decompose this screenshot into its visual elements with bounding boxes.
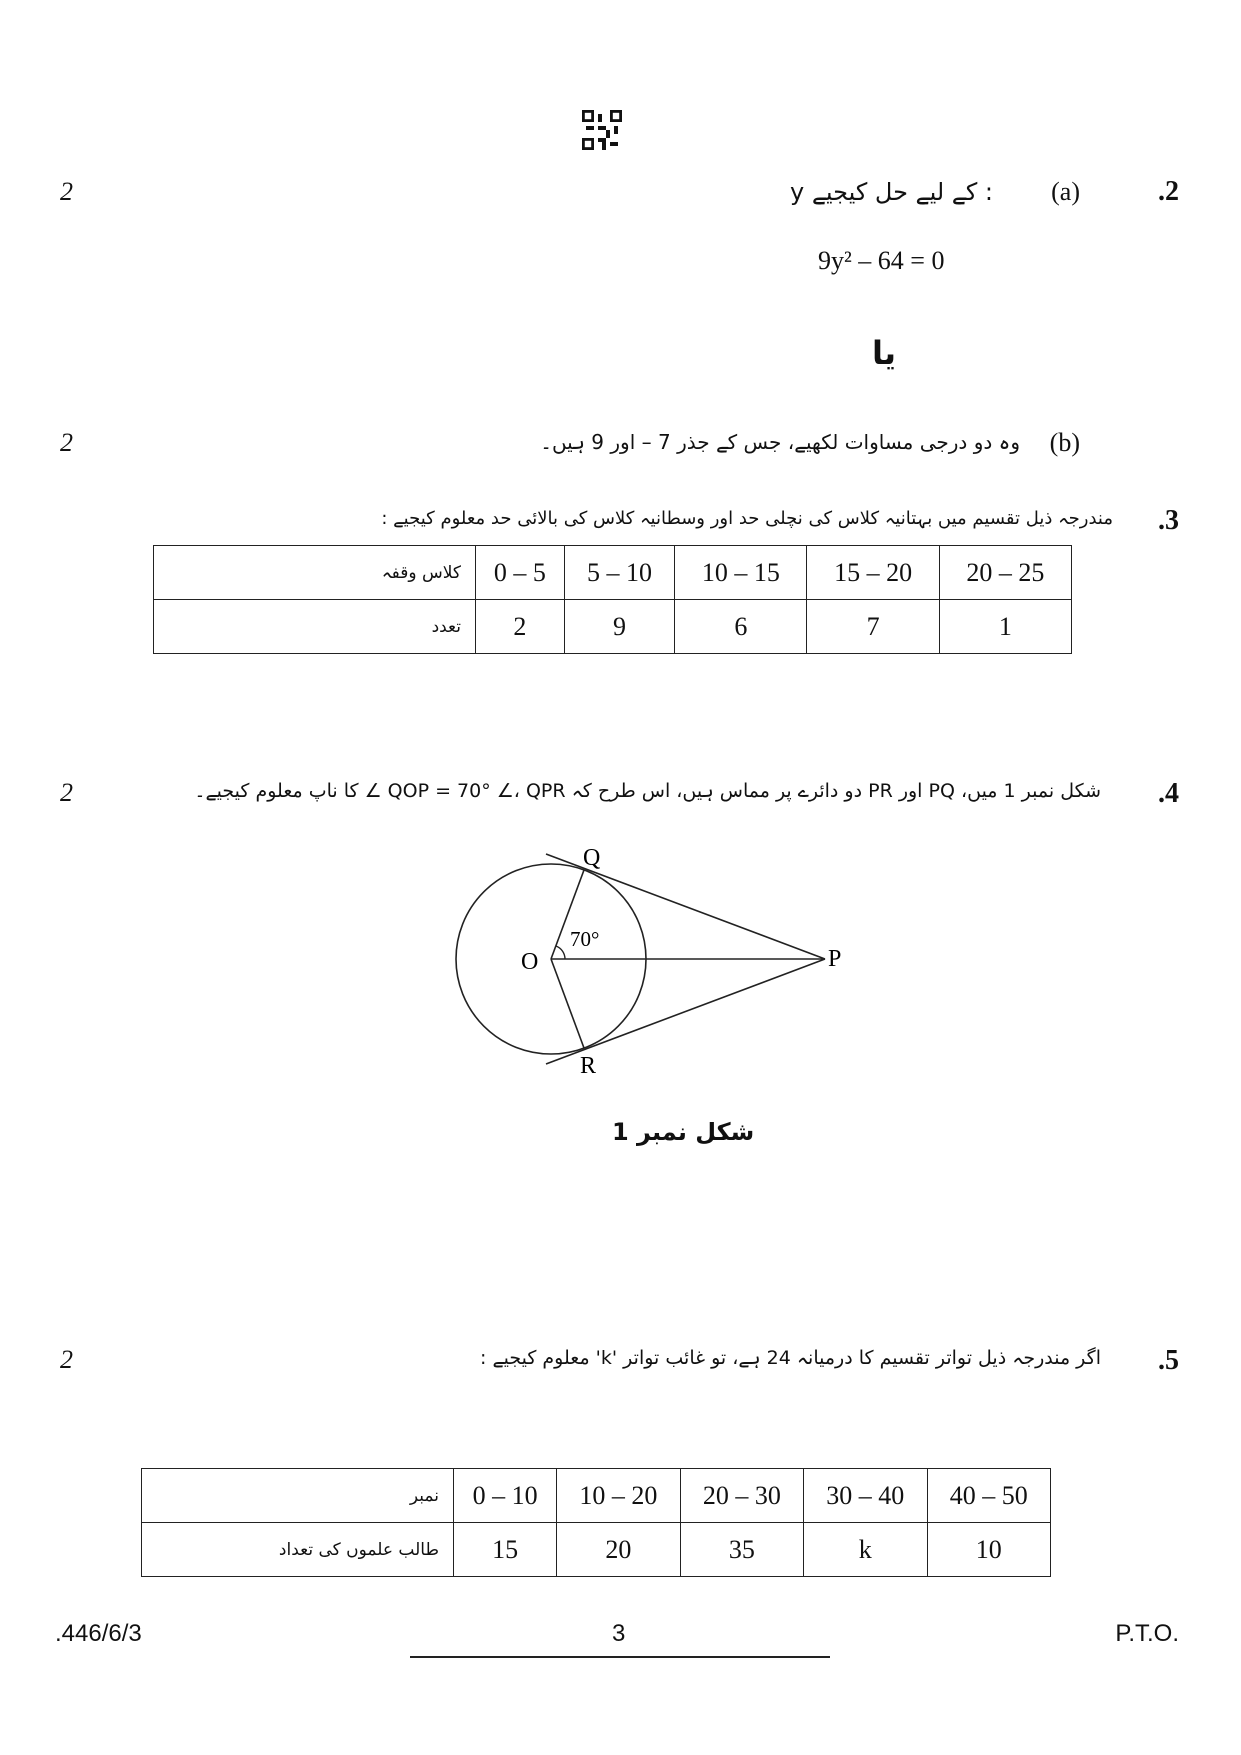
q2a-equation: 9y² – 64 = 0 [818,246,945,275]
q3-table [153,545,1072,654]
q5-marks: 2 [60,1345,73,1374]
q4-number: .4 [1158,778,1179,809]
table-cell: 10 – 20 [557,1469,680,1523]
table-cell: 40 – 50 [927,1469,1051,1523]
q3-number: .3 [1158,505,1179,536]
pto-text: P.T.O. [1115,1620,1179,1647]
table-cell: 15 – 20 [807,546,939,600]
q2b-marks: 2 [60,428,73,457]
label-r: R [580,1053,597,1075]
table-cell: 0 – 10 [454,1469,557,1523]
figure-caption: شکل نمبر 1 [612,1118,755,1146]
row-label: تعدد [154,600,476,654]
paper-code: .446/6/3 [55,1620,142,1647]
table-cell: 2 [476,600,565,654]
table-cell: k [804,1523,927,1577]
table-cell: 20 – 30 [680,1469,803,1523]
q5-table [141,1468,1051,1577]
table-row [154,546,1072,600]
label-q: Q [583,845,601,871]
table-cell: 5 – 10 [564,546,674,600]
or-text: یا [872,334,897,372]
table-cell: 1 [939,600,1071,654]
q2b-text: وہ دو درجی مساوات لکھیے، جس کے جذر 7 – اور 9 ہیں۔ [540,430,1020,454]
table-cell: 30 – 40 [804,1469,927,1523]
q2b-label: (b) [1049,428,1080,457]
q3-text: مندرجہ ذیل تقسیم میں بہتانیہ کلاس کی نچلی حد اور وسطانیہ کلاس کی بالائی حد معلوم کیجیے : [381,508,1113,529]
table-cell: 0 – 5 [476,546,565,600]
q4-marks: 2 [60,778,73,807]
table-cell: 6 [675,600,807,654]
page-number: 3 [612,1620,626,1647]
q2a-marks: 2 [60,177,73,206]
q4-text: شکل نمبر 1 میں، PQ اور PR دو دائرے پر مماس ہیں، اس طرح کہ QOP = 70° ∠، QPR ∠ کا ناپ معلوم کیجیے۔ [194,780,1101,802]
table-row [142,1523,1051,1577]
q5-text: اگر مندرجہ ذیل تواتر تقسیم کا درمیانہ 24 ہے، تو غائب تواتر 'k' معلوم کیجیے : [480,1347,1101,1369]
q2-number: .2 [1158,176,1179,207]
table-row [154,600,1072,654]
row-label: کلاس وقفہ [154,546,476,600]
table-cell: 15 [454,1523,557,1577]
tangent-pr [546,959,825,1064]
angle-arc [556,946,565,959]
table-cell: 9 [564,600,674,654]
q5-number: .5 [1158,1345,1179,1376]
q2a-label: (a) [1051,177,1080,206]
table-cell: 10 – 15 [675,546,807,600]
tangent-circle-figure [430,835,870,1075]
qr-code-icon [582,110,622,150]
radius-or [551,959,584,1048]
label-o: O [521,949,539,975]
table-row [142,1469,1051,1523]
footer-rule [410,1656,830,1658]
table-cell: 20 – 25 [939,546,1071,600]
q2a-text: y کے لیے حل کیجیے : [789,178,993,206]
table-cell: 10 [927,1523,1051,1577]
row-label: نمبر [142,1469,454,1523]
table-cell: 35 [680,1523,803,1577]
label-p: P [828,946,842,972]
angle-label: 70° [570,927,600,951]
row-label: طالب علموں کی تعداد [142,1523,454,1577]
table-cell: 7 [807,600,939,654]
table-cell: 20 [557,1523,680,1577]
